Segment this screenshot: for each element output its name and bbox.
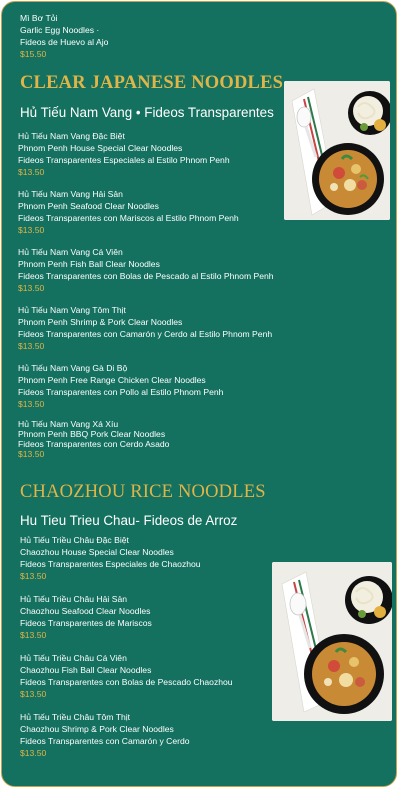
menu-item-name: Hủ Tiếu Nam Vang Xá Xíu	[18, 419, 119, 429]
menu-item-spanish: Fideos Transparentes con Bolas de Pescado al Estilo Phnom Penh	[18, 271, 274, 281]
menu-item-name: Hủ Tiếu Nam Vang Cá Viên	[18, 247, 123, 257]
menu-item-name: Hủ Tiếu Triều Châu Đặc Biệt	[20, 535, 129, 545]
menu-item-price: $13.50	[20, 630, 47, 640]
menu-item-english: Phnom Penh Free Range Chicken Clear Noodles	[18, 375, 206, 385]
menu-item-price: $15.50	[20, 49, 47, 59]
menu-item-english: Phnom Penh Shrimp & Pork Clear Noodles	[18, 317, 183, 327]
menu-item-price: $13.50	[20, 689, 47, 699]
menu-item-price: $13.50	[18, 167, 45, 177]
menu-item-english: Chaozhou Fish Ball Clear Noodles	[20, 665, 152, 675]
menu-item-english: Phnom Penh BBQ Pork Clear Noodles	[18, 429, 166, 439]
noodle-soup-photo	[284, 81, 390, 220]
menu-item-spanish: Fideos Transparentes con Pollo al Estilo Phnom Penh	[18, 387, 224, 397]
menu-item-name: Hủ Tiếu Nam Vang Tôm Thịt	[18, 305, 126, 315]
menu-item-price: $13.50	[18, 283, 45, 293]
menu-item-price: $13.50	[18, 449, 45, 459]
menu-item-spanish: Fideos Transparentes con Camarón y Cerdo	[20, 736, 190, 746]
menu-item-spanish: Fideos Transparentes con Cerdo Asado	[18, 439, 170, 449]
menu-item-price: $13.50	[20, 748, 47, 758]
menu-item-english: Chaozhou Seafood Clear Noodles	[20, 606, 151, 616]
menu-item-spanish: Fideos Transparentes con Bolas de Pescado Chaozhou	[20, 677, 233, 687]
menu-item-spanish: Fideos Transparentes Especiales de Chaozhou	[20, 559, 201, 569]
menu-item-name: Hủ Tiếu Triều Châu Cá Viên	[20, 653, 127, 663]
menu-item-spanish: Fideos Transparentes con Mariscos al Estilo Phnom Penh	[18, 213, 239, 223]
menu-item-price: $13.50	[18, 399, 45, 409]
section-subheading: Hu Tieu Trieu Chau- Fideos de Arroz	[20, 513, 238, 528]
menu-item-english: Phnom Penh Seafood Clear Noodles	[18, 201, 159, 211]
menu-item-name: Hủ Tiếu Nam Vang Đặc Biệt	[18, 131, 125, 141]
menu-item-english: Chaozhou Shrimp & Pork Clear Noodles	[20, 724, 174, 734]
menu-item-spanish: Fideos de Huevo al Ajo	[20, 37, 109, 47]
menu-item-spanish: Fideos Transparentes Especiales al Estilo Phnom Penh	[18, 155, 230, 165]
menu-item-english: Phnom Penh Fish Ball Clear Noodles	[18, 259, 160, 269]
menu-item-english: Garlic Egg Noodles ·	[20, 25, 100, 35]
section-heading: CHAOZHOU RICE NOODLES	[20, 482, 266, 502]
menu-item-name: Hủ Tiếu Triều Châu Hải Sản	[20, 594, 128, 604]
menu-item-price: $13.50	[18, 225, 45, 235]
menu-item-english: Chaozhou House Special Clear Noodles	[20, 547, 174, 557]
menu-item-name: Mì Bơ Tỏi	[20, 13, 58, 23]
menu-item-name: Hủ Tiếu Triều Châu Tôm Thịt	[20, 712, 131, 722]
noodle-soup-photo	[272, 562, 392, 721]
menu-item-price: $13.50	[18, 341, 45, 351]
menu-item-spanish: Fideos Transparentes con Camarón y Cerdo al Estilo Phnom Penh	[18, 329, 273, 339]
menu-item-price: $13.50	[20, 571, 47, 581]
menu-item-spanish: Fideos Transparentes de Mariscos	[20, 618, 152, 628]
menu-item-name: Hủ Tiếu Nam Vang Gà Di Bộ	[18, 363, 128, 373]
menu-item-english: Phnom Penh House Special Clear Noodles	[18, 143, 183, 153]
section-subheading: Hủ Tiếu Nam Vang • Fideos Transparentes	[20, 105, 274, 120]
menu-page	[1, 1, 397, 787]
menu-item-name: Hủ Tiếu Nam Vang Hải Sản	[18, 189, 123, 199]
section-heading: CLEAR JAPANESE NOODLES	[20, 73, 284, 93]
